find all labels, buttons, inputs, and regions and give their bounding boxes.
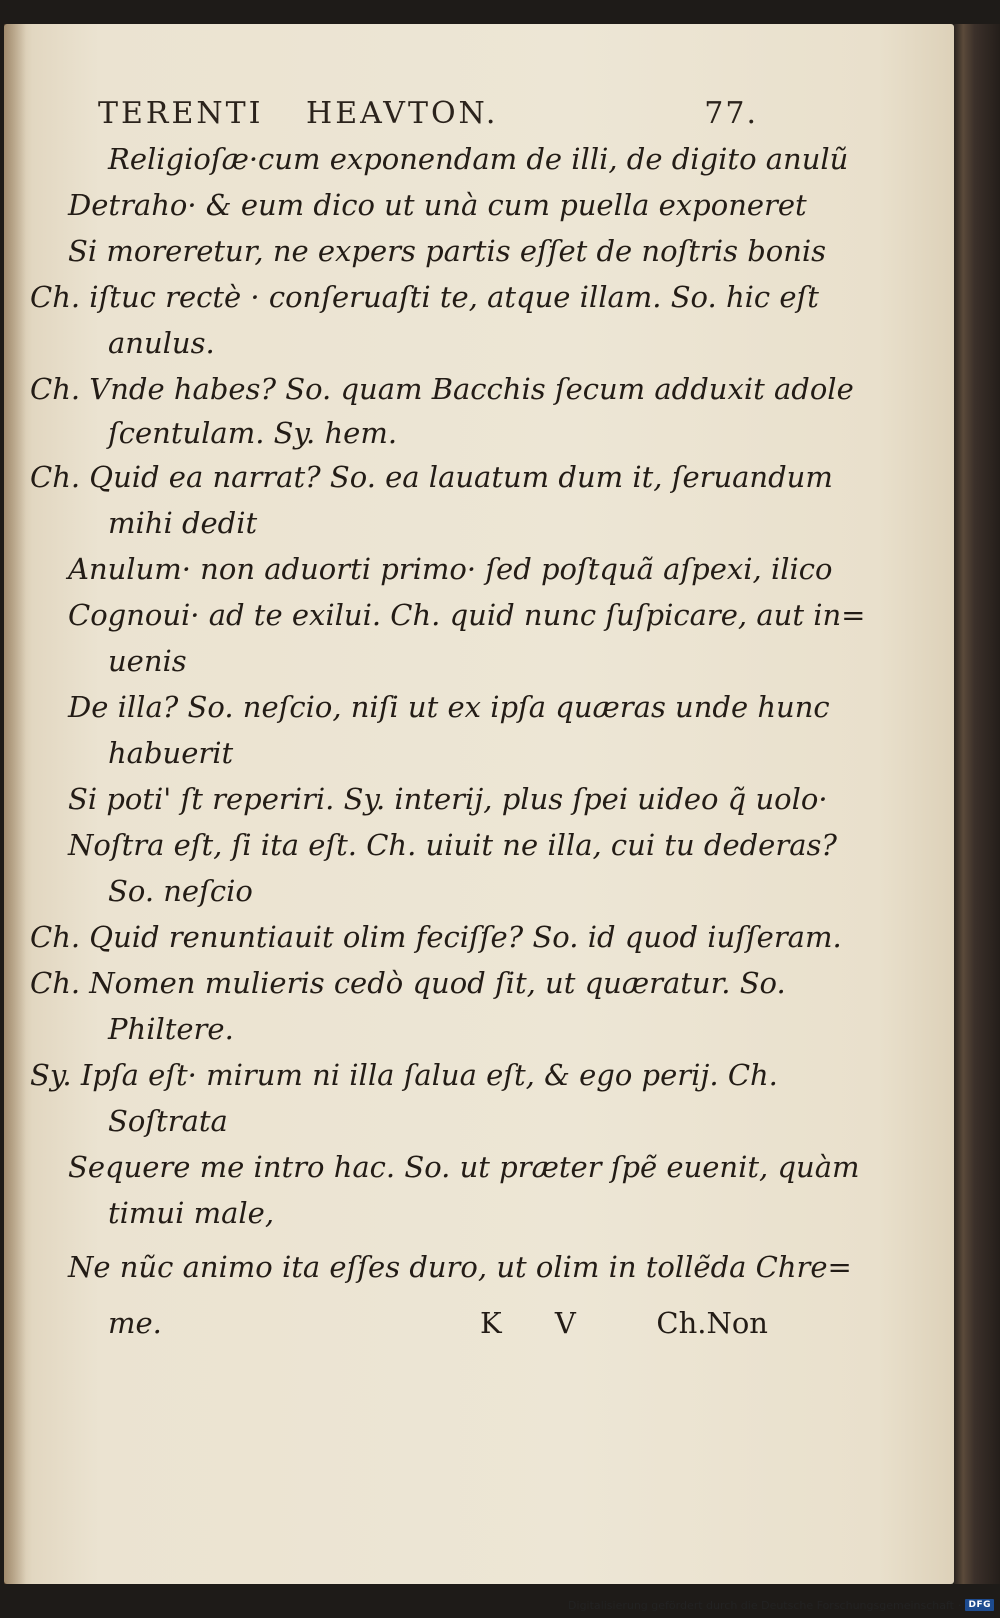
text-line: De illa? So. neſcio, niſi ut ex ipſa quæras unde hunc <box>68 690 830 724</box>
text-line: Si poti' ſt reperiri. Sy. interij, plus ſpei uideo q̃ uolo· <box>68 782 828 816</box>
text-line: Anulum· non aduorti primo· ſed poſtquã aſpexi, ilico <box>68 552 833 586</box>
running-title: TERENTI HEAVTON. <box>98 96 499 131</box>
text-line: mihi dedit <box>108 506 258 540</box>
text-line: Religioſæ·cum exponendam de illi, de digito anulũ <box>108 142 849 176</box>
dfg-logo-icon: DFG <box>965 1599 994 1611</box>
text-line: Ch. iſtuc rectè · conſeruaſti te, atque illam. So. hic eſt <box>30 280 819 314</box>
text-line: Sequere me intro hac. So. ut præter ſpẽ euenit, quàm <box>68 1150 860 1184</box>
text-line: Ne nũc animo ita eſſes duro, ut olim in tollẽda Chre= <box>68 1250 852 1284</box>
signature-row <box>108 1300 768 1346</box>
text-line: ſcentulam. Sy. hem. <box>108 416 398 450</box>
text-line: Ch. Nomen mulieris cedò quod ſit, ut quæratur. So. <box>30 966 786 1000</box>
digitization-footer: Digitalisierung gefördert durch die Deutsche Forschungsgemeinschaft · DFG <box>568 1595 994 1615</box>
text-line: Philtere. <box>108 1012 234 1046</box>
text-line: uenis <box>108 644 187 678</box>
text-line: Cognoui· ad te exilui. Ch. quid nunc ſuſpicare, aut in= <box>68 598 866 632</box>
last-word: me. <box>108 1306 162 1340</box>
text-line: Sy. Ipſa eſt· mirum ni illa ſalua eſt, & ego perij. Ch. <box>30 1058 778 1092</box>
text-line: anulus. <box>108 326 215 360</box>
footer-credit: Digitalisierung gefördert durch die Deutsche Forschungsgemeinschaft <box>568 1598 954 1612</box>
text-line: Noſtra eſt, ſi ita eſt. Ch. uiuit ne illa, cui tu dederas? <box>68 828 837 862</box>
text-line: timui male, <box>108 1196 275 1230</box>
text-line: Ch. Quid ea narrat? So. ea lauatum dum it, ſeruandum <box>30 460 833 494</box>
signature-mark: K V <box>480 1306 598 1340</box>
text-line: Soſtrata <box>108 1104 228 1138</box>
text-line: So. neſcio <box>108 874 253 908</box>
text-line: Ch. Quid renuntiauit olim feciſſe? So. id quod iuſſeram. <box>30 920 842 954</box>
text-line: habuerit <box>108 736 234 770</box>
text-line: Ch. Vnde habes? So. quam Bacchis ſecum adduxit adole <box>30 372 854 406</box>
text-line: Detraho· & eum dico ut unà cum puella exponeret <box>68 188 807 222</box>
page-number: 77. <box>704 96 758 131</box>
catchword: Ch.Non <box>656 1306 768 1340</box>
text-line: Si moreretur, ne expers partis eſſet de noſtris bonis <box>68 234 827 268</box>
